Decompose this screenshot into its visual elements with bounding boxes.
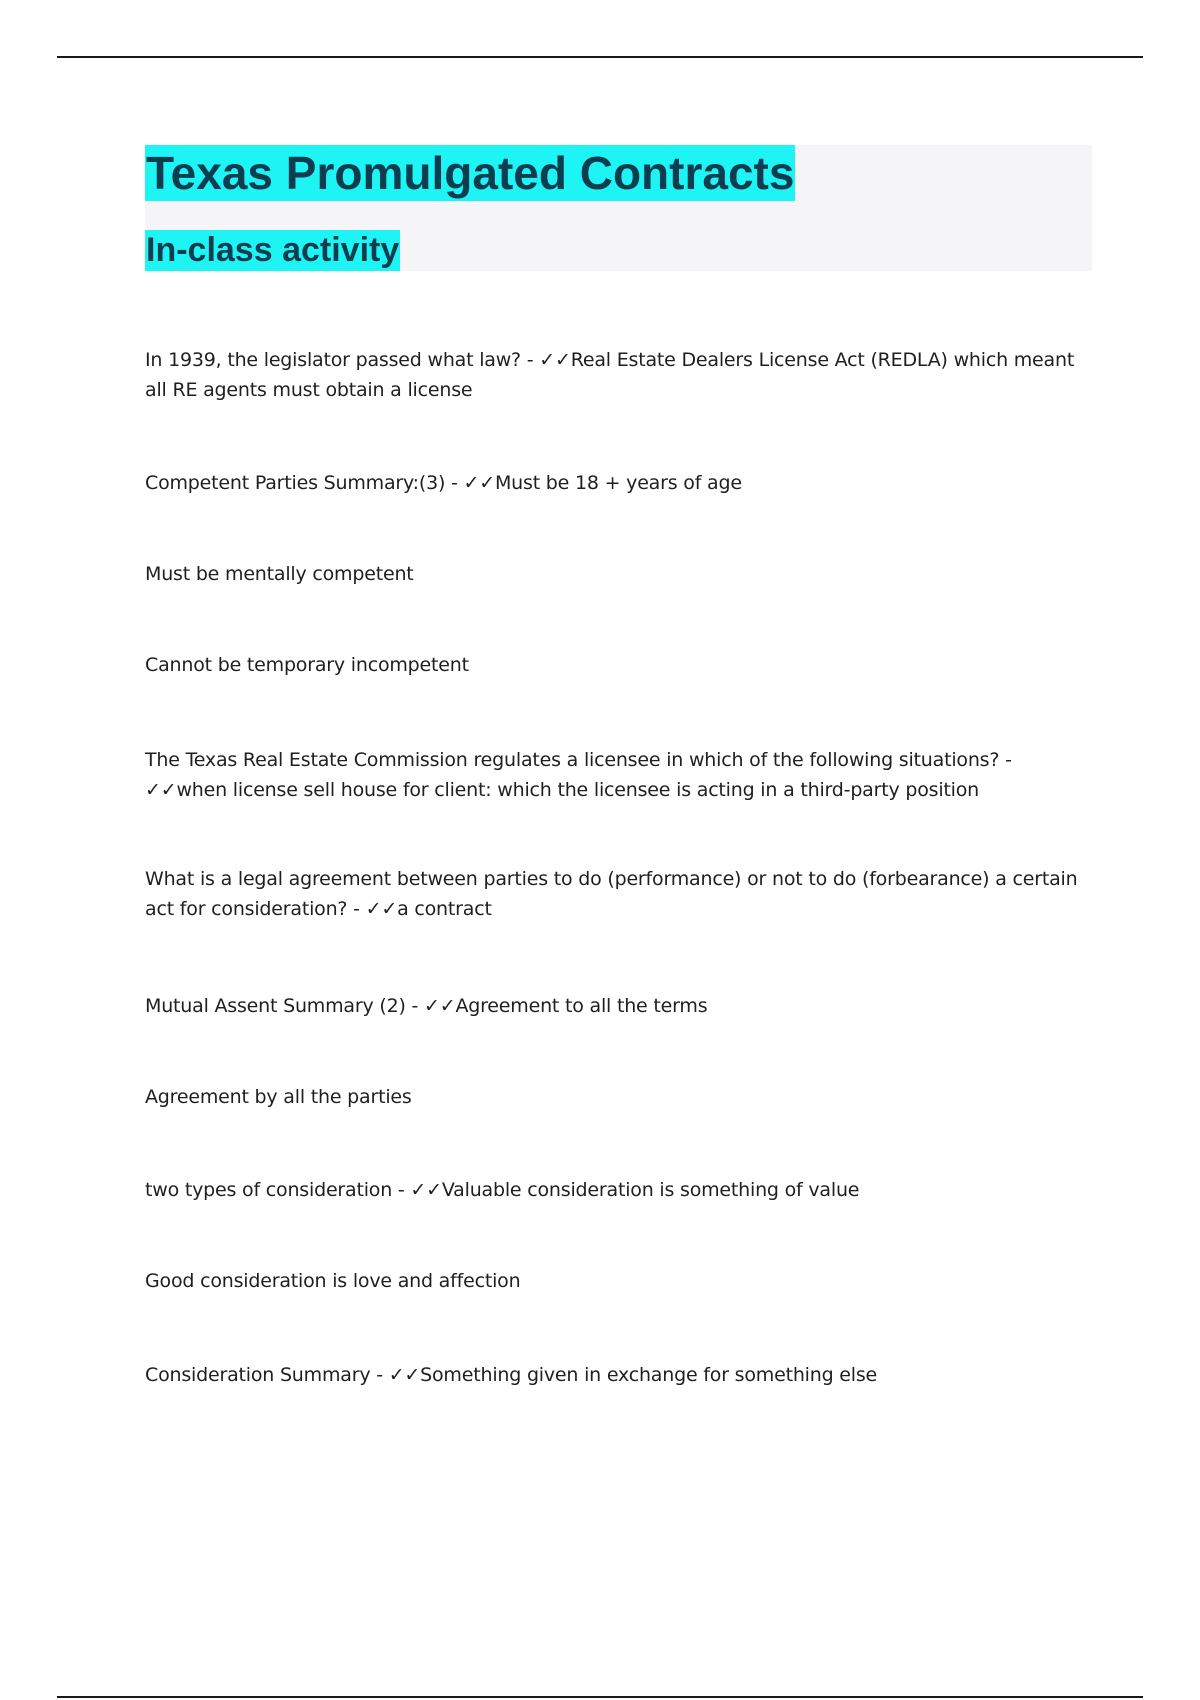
list-item: Competent Parties Summary:(3) - ✓✓Must be 18 + years of age — [145, 472, 742, 494]
list-item: Must be mentally competent — [145, 563, 414, 585]
list-item: Consideration Summary - ✓✓Something given in exchange for something else — [145, 1364, 878, 1386]
list-item: Agreement by all the parties — [145, 1086, 412, 1108]
list-item: Mutual Assent Summary (2) - ✓✓Agreement to all the terms — [145, 995, 708, 1017]
list-item: What is a legal agreement between parties to do (performance) or not to do (forbearance) a certain act for consideration? - ✓✓a contract — [145, 868, 1078, 920]
document-title: Texas Promulgated Contracts — [146, 147, 795, 199]
top-rule — [57, 56, 1143, 58]
list-item: Cannot be temporary incompetent — [145, 654, 469, 676]
list-item: two types of consideration - ✓✓Valuable consideration is something of value — [145, 1179, 860, 1201]
title-panel — [145, 145, 1092, 271]
list-item: The Texas Real Estate Commission regulates a licensee in which of the following situations? - ✓✓when license sell house for client: which the licensee is acting in a third-party position — [145, 749, 1012, 801]
list-item: In 1939, the legislator passed what law? - ✓✓Real Estate Dealers License Act (REDLA) which meant all RE agents must obtain a license — [145, 349, 1075, 401]
document-subtitle: In-class activity — [146, 231, 400, 269]
list-item: Good consideration is love and affection — [145, 1270, 521, 1292]
bottom-rule — [57, 1696, 1143, 1698]
